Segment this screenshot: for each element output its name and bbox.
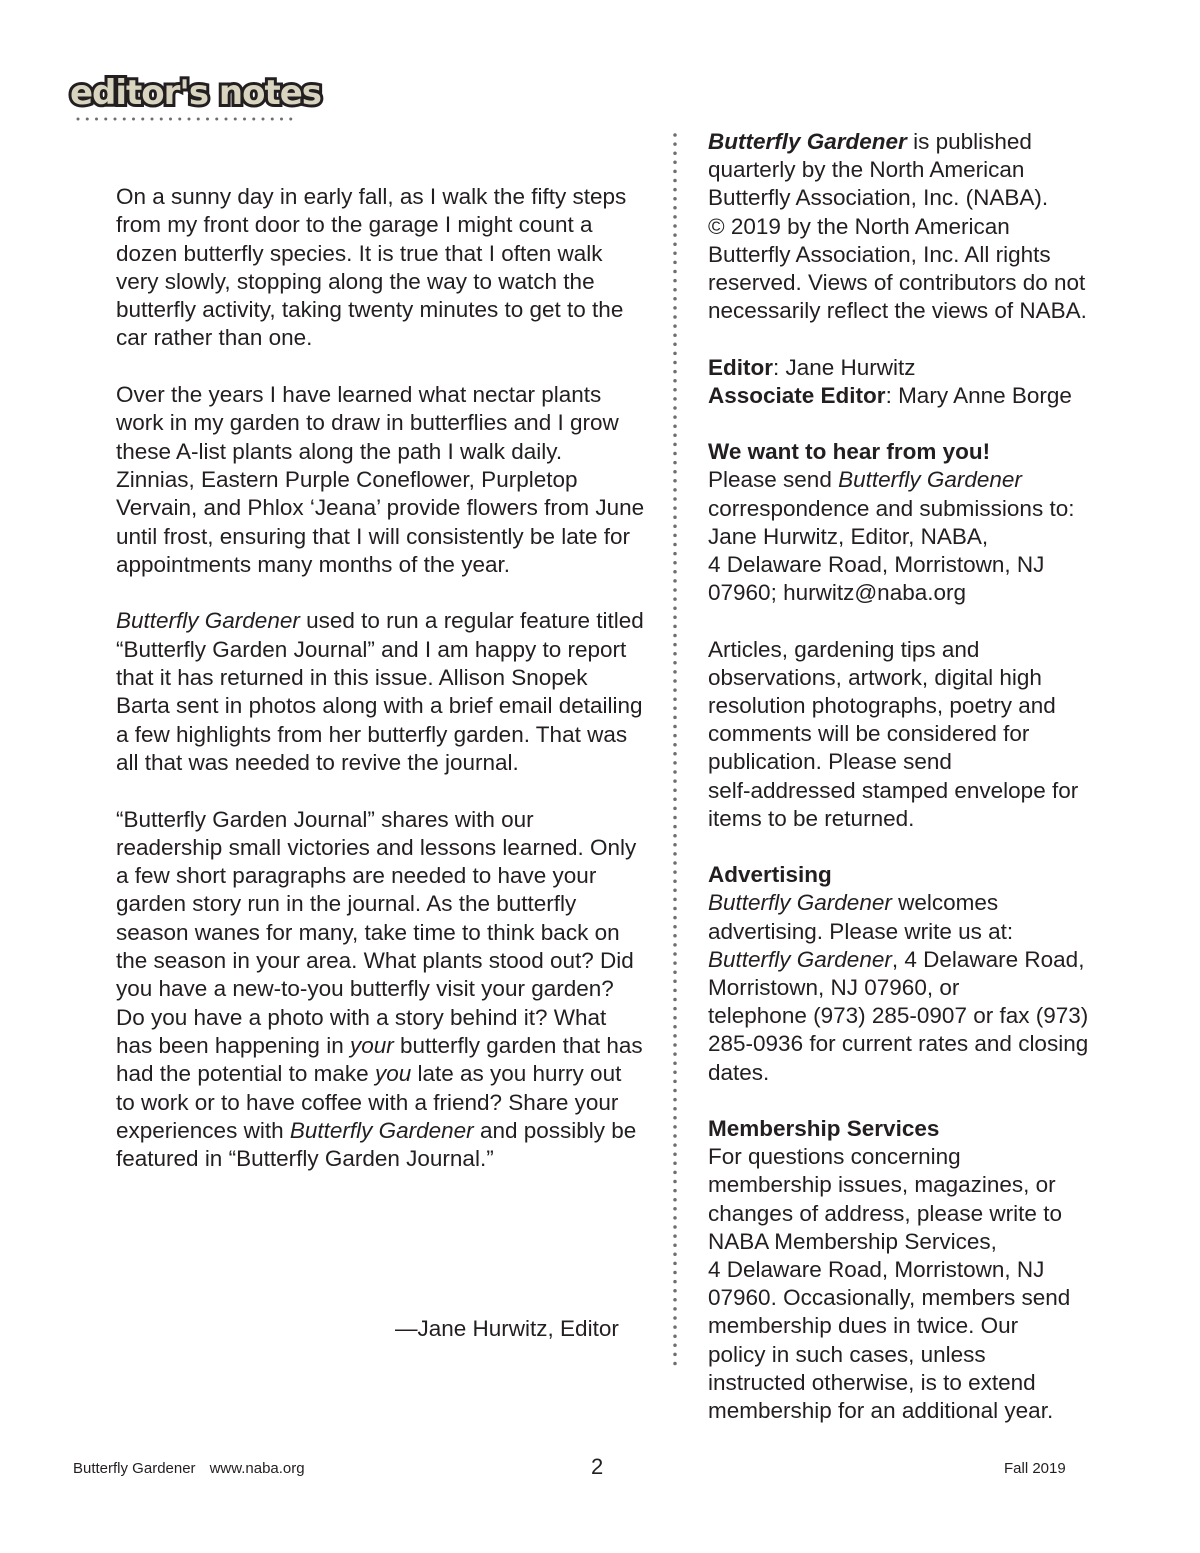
publication-name: Butterfly Gardener <box>116 608 300 634</box>
submissions-line: 07960; hurwitz@naba.org <box>708 580 967 606</box>
articles-line: observations, artwork, digital high <box>708 664 1042 690</box>
associate-editor-credit: Associate Editor: Mary Anne Borge <box>708 382 1072 408</box>
letter-paragraph-1: On a sunny day in early fall, as I walk the fifty steps from my front door to the garage I might count a dozen butterfly species. It is true that I often walk very slowly, stopping along the way to watch the butterfly activity, taking twenty minutes to get to the car rather than one. <box>116 184 627 351</box>
membership-section <box>708 1115 1148 1425</box>
paragraph-text: “Butterfly Garden Journal” shares with our readership small victories and lessons learned. Only a few short paragraphs are needed to have your garden story run in the journal. As the butterfly season wanes for many, take time to think back on the season in your area. What plants stood out? Did you have a new-to-you butterfly visit your garden? Do you have a photo with a story behind it? What has been happening in <box>116 806 637 1058</box>
articles-section <box>708 636 1148 833</box>
notice-line: Butterfly Association, Inc. All rights <box>708 241 1051 267</box>
paragraph-text: late as you hurry out to work or to have coffee with a friend? Share your experiences with <box>116 1061 622 1143</box>
editor-credit: Editor: Jane Hurwitz <box>708 354 916 380</box>
articles-line: comments will be considered for <box>708 721 1030 747</box>
notice-line: Butterfly Gardener is published <box>708 129 1032 154</box>
advertising-heading: Advertising <box>708 862 832 888</box>
emphasis-text: your <box>349 1032 394 1058</box>
advertising-line: Butterfly Gardener, 4 Delaware Road, <box>708 946 1085 972</box>
membership-line: changes of address, please write to <box>708 1200 1062 1226</box>
membership-line: 07960. Occasionally, members send <box>708 1285 1071 1311</box>
masthead-column <box>708 128 1148 1453</box>
membership-line: For questions concerning <box>708 1144 961 1170</box>
notice-line: reserved. Views of contributors do not <box>708 270 1086 296</box>
footer-publication-name: Butterfly Gardener <box>73 1460 196 1477</box>
column-dotted-divider <box>672 132 678 1372</box>
membership-line: policy in such cases, unless <box>708 1341 986 1367</box>
letter-paragraph-4 <box>116 806 646 1174</box>
advertising-line: Morristown, NJ 07960, or <box>708 975 960 1001</box>
title-dotted-rule <box>76 116 302 122</box>
editor-signature: —Jane Hurwitz, Editor <box>395 1316 619 1341</box>
submissions-line: Jane Hurwitz, Editor, NABA, <box>708 523 989 549</box>
section-title: editor's notes <box>70 73 322 113</box>
paragraph-text: used to run a regular feature titled “Butterfly Garden Journal” and I am happy to report that it has returned in this issue. Allison Snopek Barta sent in photos along with a brief email detailing a few highlights from her butterfly garden. That was all that was needed to revive the journal. <box>116 608 644 775</box>
notice-line: Butterfly Association, Inc. (NABA). <box>708 185 1049 211</box>
paragraph-text: and possibly be featured in “Butterfly Garden Journal.” <box>116 1117 637 1172</box>
submissions-heading: We want to hear from you! <box>708 439 991 465</box>
articles-line: publication. Please send <box>708 749 952 775</box>
membership-line: membership dues in twice. Our <box>708 1313 1019 1339</box>
advertising-line: advertising. Please write us at: <box>708 918 1014 944</box>
articles-line: items to be returned. <box>708 805 915 831</box>
notice-line: necessarily reflect the views of NABA. <box>708 298 1087 324</box>
submissions-line: Please send Butterfly Gardener <box>708 467 1022 493</box>
submissions-section <box>708 438 1148 607</box>
editors-letter <box>116 183 646 1202</box>
footer-publication <box>73 1460 305 1477</box>
membership-heading: Membership Services <box>708 1116 940 1142</box>
footer-website: www.naba.org <box>209 1460 305 1477</box>
advertising-line: 285-0936 for current rates and closing <box>708 1031 1089 1057</box>
submissions-line: 4 Delaware Road, Morristown, NJ <box>708 552 1045 578</box>
page-number: 2 <box>591 1454 604 1479</box>
membership-line: NABA Membership Services, <box>708 1228 997 1254</box>
letter-paragraph-3 <box>116 607 646 777</box>
articles-line: Articles, gardening tips and <box>708 636 980 662</box>
advertising-section <box>708 861 1148 1087</box>
membership-line: membership issues, magazines, or <box>708 1172 1056 1198</box>
advertising-line: Butterfly Gardener welcomes <box>708 890 999 916</box>
articles-line: self-addressed stamped envelope for <box>708 777 1079 803</box>
notice-line: quarterly by the North American <box>708 157 1025 183</box>
notice-line: © 2019 by the North American <box>708 213 1010 239</box>
submissions-line: correspondence and submissions to: <box>708 495 1075 521</box>
publication-name: Butterfly Gardener <box>708 129 907 154</box>
advertising-line: telephone (973) 285-0907 or fax (973) <box>708 1003 1089 1029</box>
letter-paragraph-2: Over the years I have learned what nectar plants work in my garden to draw in butterflies and I grow these A-list plants along the path I walk daily. Zinnias, Eastern Purple Coneflower, Purpletop Vervain, and Phlox ‘Jeana’ provide flowers from June until frost, ensuring that I will consistently be late for appointments many months of the year. <box>116 382 645 577</box>
membership-line: instructed otherwise, is to extend <box>708 1369 1036 1395</box>
advertising-line: dates. <box>708 1059 770 1085</box>
publication-notice <box>708 128 1148 325</box>
articles-line: resolution photographs, poetry and <box>708 693 1056 719</box>
publication-name: Butterfly Gardener <box>289 1117 474 1143</box>
paragraph-text: butterfly garden that has had the potential to make <box>116 1032 643 1087</box>
footer-issue: Fall 2019 <box>1004 1460 1066 1477</box>
emphasis-text: you <box>374 1061 412 1087</box>
membership-line: membership for an additional year. <box>708 1398 1054 1424</box>
membership-line: 4 Delaware Road, Morristown, NJ <box>708 1257 1045 1283</box>
editors-credits <box>708 354 1148 410</box>
